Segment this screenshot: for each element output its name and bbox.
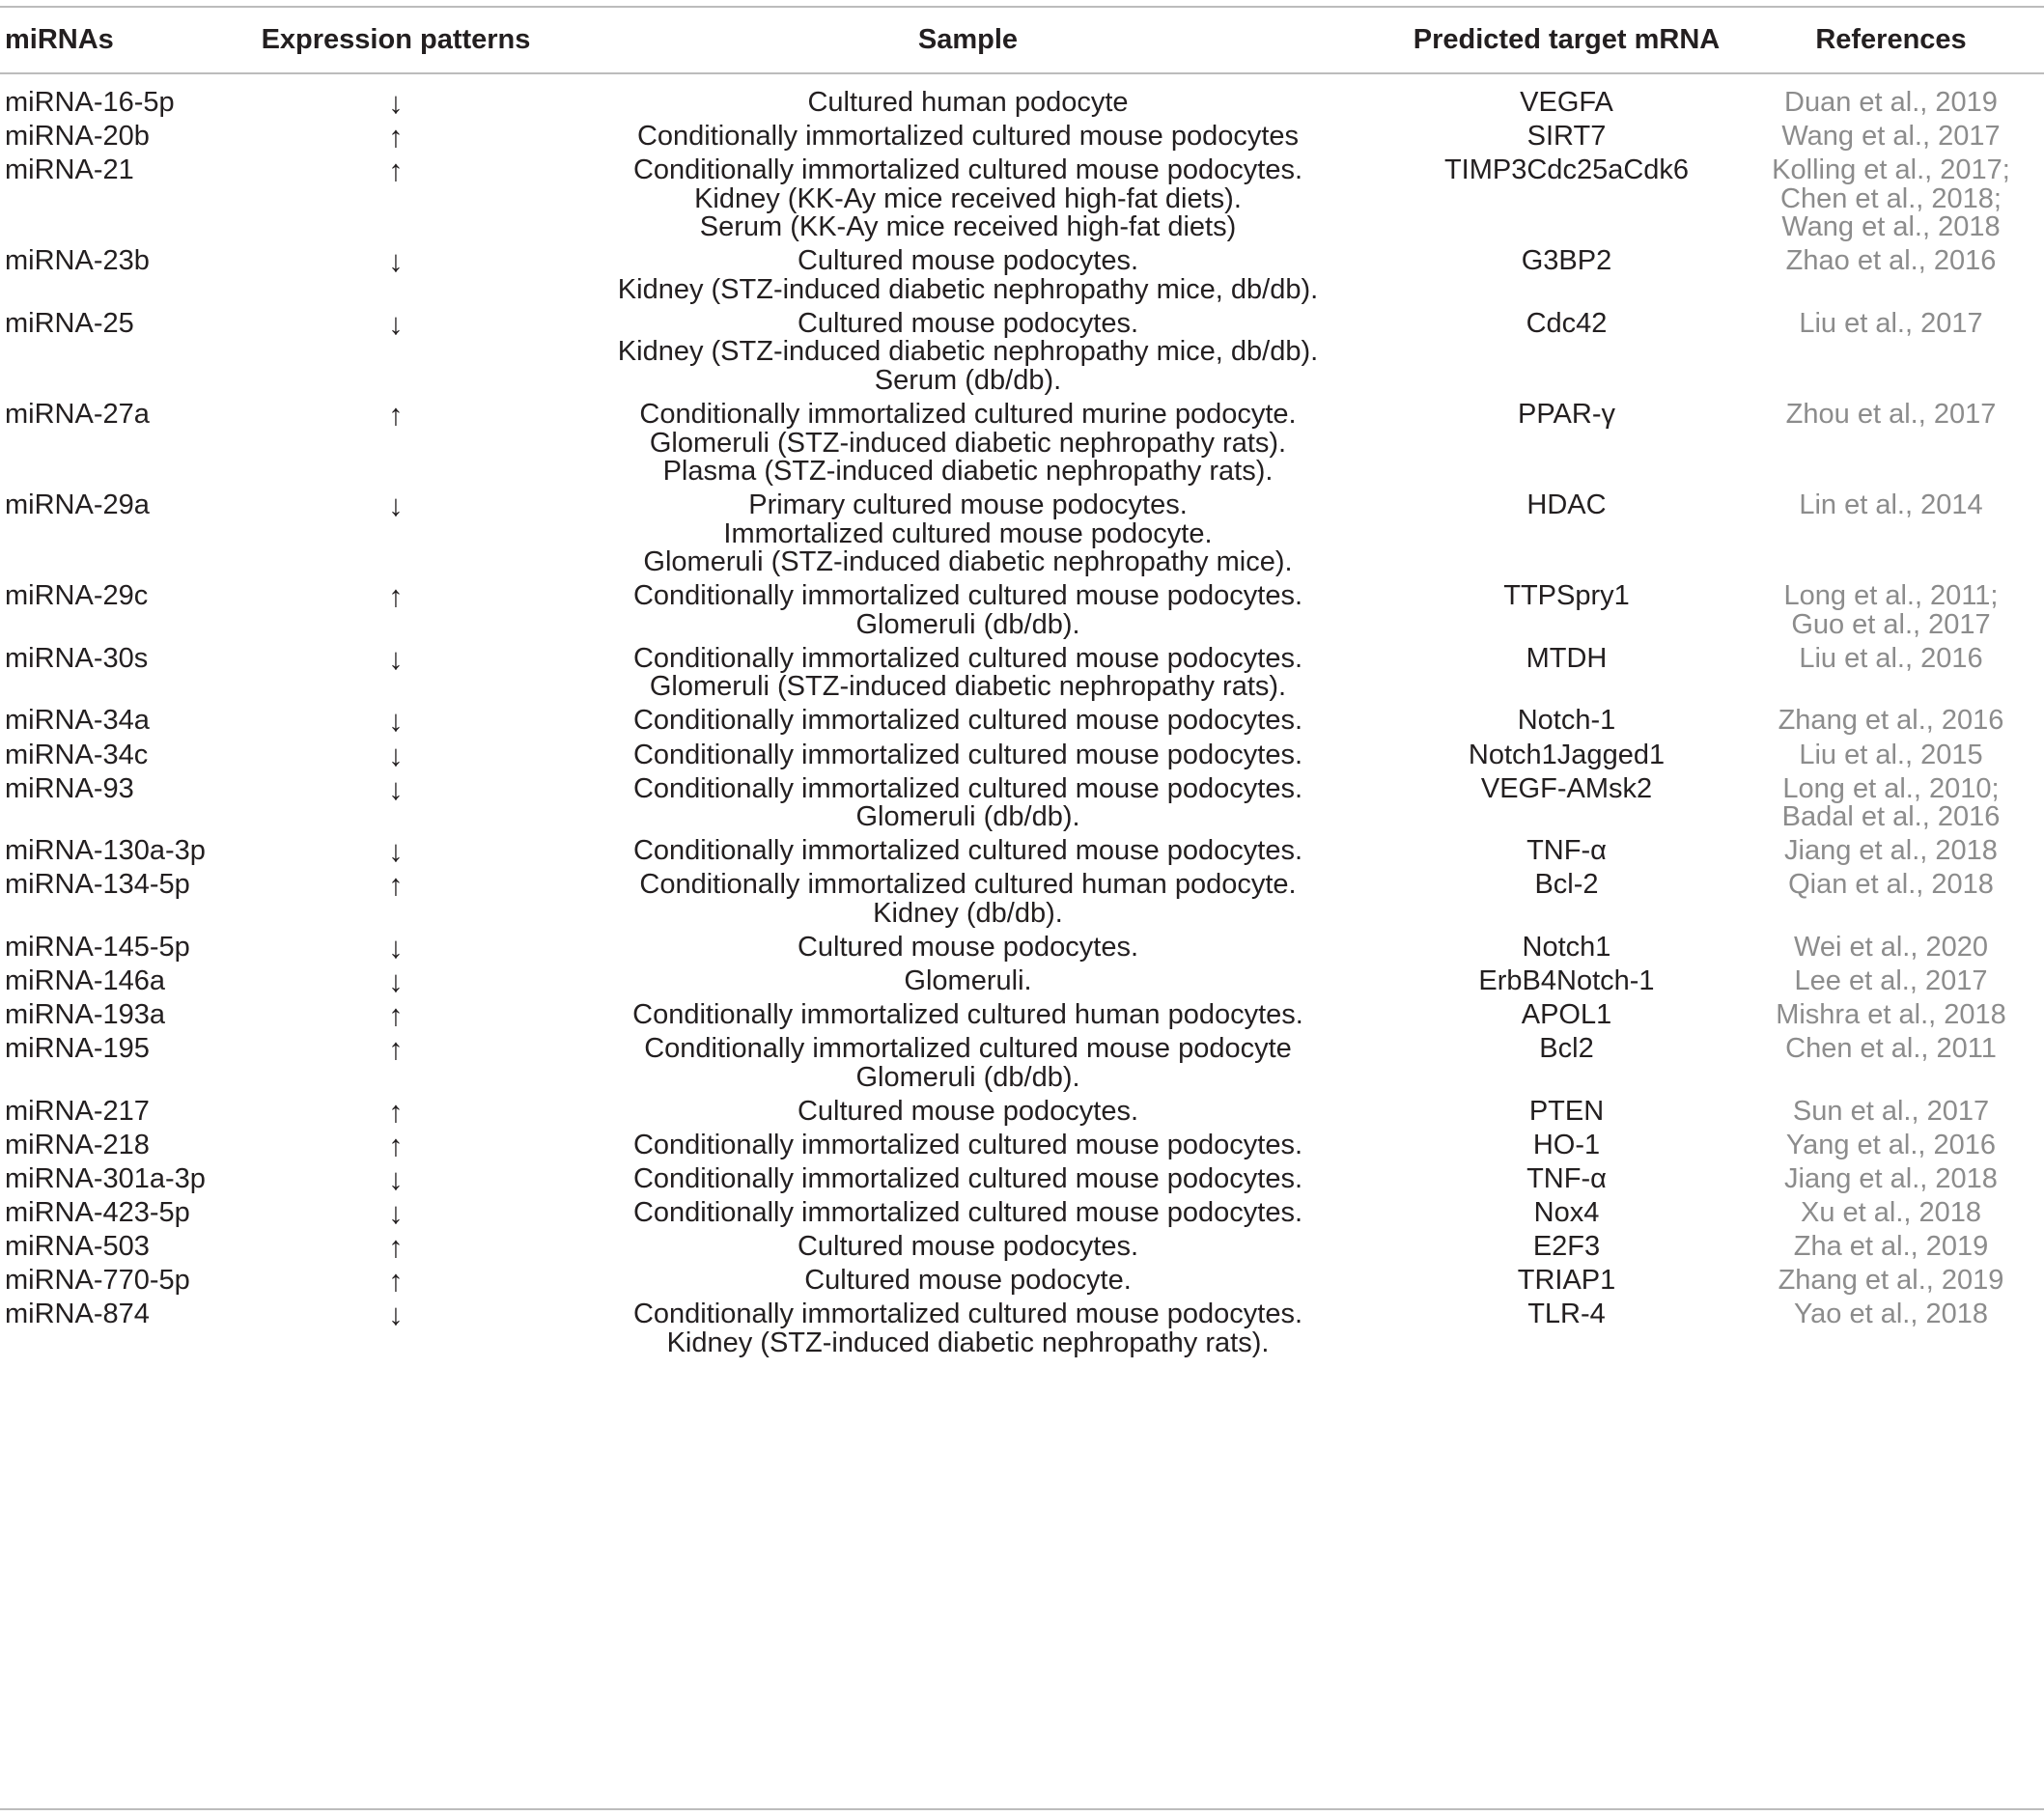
mirna-name: miRNA-874: [5, 1299, 150, 1330]
references-cell: [1738, 837, 2044, 866]
mirna-name: miRNA-20b: [5, 121, 150, 153]
mirna-name: miRNA-34c: [5, 739, 149, 770]
down-arrow-icon: ↓: [388, 771, 404, 806]
target-mrna: TTPSpry1: [1503, 580, 1630, 612]
reference-link[interactable]: Duan et al., 2019: [1784, 87, 1998, 118]
references-cell: [1738, 123, 2044, 152]
sample-cell: [541, 837, 1395, 866]
sample-cell: [541, 772, 1395, 833]
mirna-name: miRNA-218: [5, 1129, 150, 1160]
reference-link[interactable]: Lin et al., 2014: [1799, 489, 1983, 521]
down-arrow-icon: ↓: [388, 1298, 404, 1332]
reference-link[interactable]: Wang et al., 2018: [1781, 211, 2001, 243]
references-cell: [1738, 1165, 2044, 1194]
sample-line: Conditionally immortalized cultured mouse podocyte: [644, 1033, 1292, 1065]
table-row: [0, 491, 2044, 577]
reference-link[interactable]: Chen et al., 2018;: [1780, 182, 2002, 214]
mirna-name: miRNA-25: [5, 307, 134, 339]
up-arrow-icon: ↑: [388, 998, 404, 1033]
mirna-name: miRNA-29a: [5, 489, 150, 521]
up-arrow-icon: ↑: [388, 1032, 404, 1067]
sample-line: Kidney (STZ-induced diabetic nephropathy rats).: [666, 1327, 1270, 1358]
target-mrna: Notch1Jagged1: [1468, 739, 1666, 770]
mirna-name: miRNA-30s: [5, 642, 149, 674]
references-cell: [1738, 741, 2044, 770]
sample-line: Conditionally immortalized cultured mouse podocytes.: [632, 739, 1303, 770]
reference-link[interactable]: Long et al., 2011;: [1783, 580, 1999, 612]
table-row: [0, 868, 2044, 929]
sample-cell: [541, 1035, 1395, 1092]
sample-line: Conditionally immortalized cultured mouse podocytes.: [632, 772, 1303, 804]
header-references: References: [1815, 24, 1967, 55]
target-mrna: SIRT7: [1526, 121, 1607, 153]
mirna-name: miRNA-503: [5, 1231, 150, 1263]
down-arrow-icon: ↓: [388, 244, 404, 279]
sample-line: Glomeruli (STZ-induced diabetic nephropathy rats).: [649, 427, 1287, 459]
references-cell: [1738, 307, 2044, 339]
sample-cell: [541, 89, 1395, 118]
sample-cell: [541, 1095, 1395, 1127]
table-row: [0, 1264, 2044, 1299]
header-mirnas: miRNAs: [5, 24, 114, 55]
mirna-name: miRNA-770-5p: [5, 1265, 190, 1297]
sample-line: Conditionally immortalized cultured mouse podocytes.: [632, 1163, 1303, 1194]
reference-link[interactable]: Wei et al., 2020: [1794, 931, 1988, 963]
reference-link[interactable]: Jiang et al., 2018: [1784, 1163, 1998, 1194]
reference-link[interactable]: Zhang et al., 2019: [1778, 1265, 2004, 1297]
table-row: [0, 398, 2044, 487]
mirna-name: miRNA-195: [5, 1033, 150, 1065]
up-arrow-icon: ↑: [388, 1094, 404, 1129]
down-arrow-icon: ↓: [388, 1162, 404, 1196]
target-mrna: MTDH: [1526, 642, 1608, 674]
sample-line: Primary cultured mouse podocytes.: [748, 489, 1188, 521]
table-row: [0, 1128, 2044, 1162]
down-arrow-icon: ↓: [388, 306, 404, 341]
reference-link[interactable]: Yang et al., 2016: [1785, 1129, 1997, 1160]
sample-line: Cultured mouse podocytes.: [797, 307, 1139, 339]
references-cell: [1738, 582, 2044, 639]
reference-link[interactable]: Liu et al., 2015: [1799, 739, 1983, 770]
reference-link[interactable]: Wang et al., 2017: [1781, 121, 2001, 153]
references-cell: [1738, 491, 2044, 520]
sample-line: Glomeruli (db/db).: [855, 801, 1080, 833]
sample-line: Cultured mouse podocytes.: [797, 1095, 1139, 1127]
table-row: [0, 120, 2044, 154]
sample-line: Kidney (db/db).: [873, 897, 1063, 929]
sample-cell: [541, 401, 1395, 487]
target-mrna: Notch-1: [1517, 705, 1616, 737]
table-row: [0, 1094, 2044, 1129]
target-mrna: VEGFA: [1520, 87, 1613, 118]
reference-link[interactable]: Long et al., 2010;: [1782, 772, 2000, 804]
target-mrna: TIMP3Cdc25aCdk6: [1443, 154, 1690, 186]
references-cell: [1738, 1300, 2044, 1329]
target-mrna: E2F3: [1532, 1231, 1601, 1263]
reference-link[interactable]: Chen et al., 2011: [1785, 1033, 1997, 1065]
mirna-name: miRNA-29c: [5, 580, 149, 612]
table-top-rule: [0, 6, 2044, 8]
target-mrna: PPAR-γ: [1518, 399, 1615, 430]
mirna-name: miRNA-21: [5, 154, 134, 186]
table-row: [0, 834, 2044, 869]
mirna-name: miRNA-193a: [5, 999, 165, 1031]
references-cell: [1738, 1267, 2044, 1296]
references-cell: [1738, 89, 2044, 118]
sample-cell: [541, 931, 1395, 963]
mirna-name: miRNA-134-5p: [5, 869, 190, 901]
reference-link[interactable]: Sun et al., 2017: [1792, 1095, 1990, 1127]
up-arrow-icon: ↑: [388, 1128, 404, 1162]
sample-line: Conditionally immortalized cultured mouse podocytes.: [632, 1197, 1303, 1229]
mirna-name: miRNA-16-5p: [5, 87, 175, 118]
table-row: [0, 930, 2044, 964]
down-arrow-icon: ↓: [388, 964, 404, 998]
references-cell: [1738, 642, 2044, 674]
reference-link[interactable]: Zhou et al., 2017: [1785, 399, 1997, 430]
sample-cell: [541, 967, 1395, 996]
sample-line: Plasma (STZ-induced diabetic nephropathy rats).: [662, 456, 1274, 487]
target-mrna: Cdc42: [1526, 307, 1608, 339]
mirna-name: miRNA-34a: [5, 705, 150, 737]
sample-cell: [541, 491, 1395, 577]
up-arrow-icon: ↑: [388, 120, 404, 154]
sample-line: Cultured mouse podocyte.: [804, 1265, 1132, 1297]
sample-line: Conditionally immortalized cultured human podocyte.: [639, 869, 1297, 901]
sample-line: Conditionally immortalized cultured mouse podocytes.: [632, 580, 1303, 612]
reference-link[interactable]: Qian et al., 2018: [1788, 869, 1994, 901]
reference-link[interactable]: Jiang et al., 2018: [1784, 835, 1998, 867]
reference-link[interactable]: Liu et al., 2017: [1799, 307, 1983, 339]
references-cell: [1738, 401, 2044, 430]
table-row: [0, 1300, 2044, 1357]
references-cell: [1738, 1001, 2044, 1030]
table-row: [0, 1032, 2044, 1093]
down-arrow-icon: ↓: [388, 86, 404, 120]
references-cell: [1738, 1035, 2044, 1064]
down-arrow-icon: ↓: [388, 738, 404, 772]
target-mrna: ErbB4Notch-1: [1478, 965, 1655, 996]
up-arrow-icon: ↑: [388, 1264, 404, 1299]
header-sample: Sample: [917, 24, 1019, 55]
sample-line: Cultured mouse podocytes.: [797, 931, 1139, 963]
header-predicted-target-mrna: Predicted target mRNA: [1413, 24, 1721, 55]
sample-line: Kidney (KK-Ay mice received high-fat diets).: [694, 182, 1242, 214]
references-cell: [1738, 707, 2044, 736]
sample-line: Glomeruli.: [904, 965, 1032, 996]
target-mrna: Bcl2: [1539, 1033, 1594, 1065]
reference-link[interactable]: Zha et al., 2019: [1793, 1231, 1989, 1263]
sample-line: Conditionally immortalized cultured mouse podocytes.: [632, 642, 1303, 674]
up-arrow-icon: ↑: [388, 398, 404, 432]
references-cell: [1738, 1095, 2044, 1127]
sample-line: Serum (db/db).: [874, 364, 1062, 396]
sample-cell: [541, 1233, 1395, 1262]
down-arrow-icon: ↓: [388, 834, 404, 869]
down-arrow-icon: ↓: [388, 704, 404, 739]
sample-line: Glomeruli (db/db).: [855, 608, 1080, 640]
sample-line: Cultured mouse podocytes.: [797, 1231, 1139, 1263]
reference-link[interactable]: Lee et al., 2017: [1794, 965, 1988, 996]
sample-line: Conditionally immortalized cultured mouse podocytes.: [632, 1299, 1303, 1330]
sample-cell: [541, 1165, 1395, 1194]
reference-link[interactable]: Xu et al., 2018: [1800, 1197, 1982, 1229]
sample-line: Conditionally immortalized cultured human podocytes.: [632, 999, 1303, 1031]
table-row: [0, 998, 2044, 1033]
sample-line: Kidney (STZ-induced diabetic nephropathy mice, db/db).: [617, 273, 1319, 305]
target-mrna: TNF-α: [1526, 835, 1607, 867]
mirna-name: miRNA-146a: [5, 965, 165, 996]
target-mrna: VEGF-AMsk2: [1480, 772, 1653, 804]
references-cell: [1738, 1129, 2044, 1160]
target-mrna: HO-1: [1532, 1129, 1601, 1160]
sample-line: Glomeruli (db/db).: [855, 1061, 1080, 1093]
mirna-name: miRNA-93: [5, 772, 134, 804]
sample-cell: [541, 1300, 1395, 1357]
reference-link[interactable]: Zhang et al., 2016: [1778, 705, 2004, 737]
table-row: [0, 704, 2044, 739]
sample-cell: [541, 1129, 1395, 1160]
table-row: [0, 156, 2044, 242]
mirna-name: miRNA-145-5p: [5, 931, 190, 963]
sample-cell: [541, 1001, 1395, 1030]
mirna-name: miRNA-23b: [5, 245, 150, 277]
target-mrna: TRIAP1: [1517, 1265, 1616, 1297]
sample-line: Conditionally immortalized cultured mouse podocytes.: [632, 705, 1303, 737]
reference-link[interactable]: Mishra et al., 2018: [1776, 999, 2006, 1031]
sample-cell: [541, 707, 1395, 736]
target-mrna: G3BP2: [1521, 245, 1612, 277]
reference-link[interactable]: Zhao et al., 2016: [1785, 245, 1997, 277]
sample-line: Conditionally immortalized cultured mouse podocytes.: [632, 835, 1303, 867]
reference-link[interactable]: Guo et al., 2017: [1791, 608, 1991, 640]
sample-line: Serum (KK-Ay mice received high-fat diets): [699, 211, 1237, 243]
reference-link[interactable]: Liu et al., 2016: [1799, 642, 1983, 674]
down-arrow-icon: ↓: [388, 1196, 404, 1231]
table-row: [0, 306, 2044, 396]
table-row: [0, 738, 2044, 772]
table-row: [0, 1196, 2044, 1231]
mirna-name: miRNA-130a-3p: [5, 835, 206, 867]
sample-cell: [541, 307, 1395, 396]
references-cell: [1738, 772, 2044, 833]
target-mrna: PTEN: [1528, 1095, 1605, 1127]
target-mrna: HDAC: [1526, 489, 1607, 521]
target-mrna: Nox4: [1533, 1197, 1600, 1229]
sample-cell: [541, 582, 1395, 639]
reference-link[interactable]: Kolling et al., 2017;: [1772, 154, 2010, 186]
target-mrna: TLR-4: [1527, 1299, 1606, 1330]
table-row: [0, 244, 2044, 305]
up-arrow-icon: ↑: [388, 579, 404, 614]
mirna-name: miRNA-301a-3p: [5, 1163, 206, 1194]
table-row: [0, 964, 2044, 998]
target-mrna: APOL1: [1521, 999, 1612, 1031]
table-row: [0, 86, 2044, 120]
references-cell: [1738, 931, 2044, 963]
sample-cell: [541, 156, 1395, 242]
mirna-name: miRNA-217: [5, 1095, 150, 1127]
reference-link[interactable]: Yao et al., 2018: [1793, 1299, 1988, 1330]
sample-cell: [541, 247, 1395, 304]
references-cell: [1738, 967, 2044, 996]
table-row: [0, 579, 2044, 640]
sample-cell: [541, 642, 1395, 703]
target-mrna: TNF-α: [1526, 1163, 1607, 1194]
target-mrna: Notch1: [1522, 931, 1611, 963]
sample-cell: [541, 741, 1395, 770]
table-row: [0, 1230, 2044, 1265]
sample-line: Glomeruli (STZ-induced diabetic nephropathy rats).: [649, 671, 1287, 703]
sample-cell: [541, 871, 1395, 928]
target-mrna: Bcl-2: [1534, 869, 1599, 901]
sample-cell: [541, 1267, 1395, 1296]
sample-line: Cultured human podocyte: [807, 87, 1129, 118]
up-arrow-icon: ↑: [388, 868, 404, 903]
sample-line: Conditionally immortalized cultured mouse podocytes.: [632, 154, 1303, 186]
sample-line: Conditionally immortalized cultured murine podocyte.: [639, 399, 1297, 430]
sample-line: Cultured mouse podocytes.: [797, 245, 1139, 277]
mirna-name: miRNA-423-5p: [5, 1197, 190, 1229]
down-arrow-icon: ↓: [388, 489, 404, 523]
sample-cell: [541, 123, 1395, 152]
up-arrow-icon: ↑: [388, 154, 404, 188]
down-arrow-icon: ↓: [388, 930, 404, 964]
down-arrow-icon: ↓: [388, 641, 404, 676]
sample-line: Immortalized cultured mouse podocyte.: [723, 517, 1213, 549]
table-row: [0, 641, 2044, 703]
sample-cell: [541, 1199, 1395, 1228]
header-expression-patterns: Expression patterns: [261, 24, 531, 55]
header-rule: [0, 72, 2044, 74]
up-arrow-icon: ↑: [388, 1230, 404, 1265]
references-cell: [1738, 1233, 2044, 1262]
sample-line: Glomeruli (STZ-induced diabetic nephropathy mice).: [643, 546, 1293, 578]
references-cell: [1738, 871, 2044, 900]
reference-link[interactable]: Badal et al., 2016: [1781, 801, 2001, 833]
references-cell: [1738, 1199, 2044, 1228]
table-bottom-rule: [0, 1808, 2044, 1810]
references-cell: [1738, 247, 2044, 276]
table-row: [0, 1162, 2044, 1196]
references-cell: [1738, 156, 2044, 242]
sample-line: Kidney (STZ-induced diabetic nephropathy mice, db/db).: [617, 336, 1319, 368]
sample-line: Conditionally immortalized cultured mouse podocytes.: [632, 1129, 1303, 1160]
table-row: [0, 771, 2044, 833]
sample-line: Conditionally immortalized cultured mouse podocytes: [636, 121, 1300, 153]
mirna-name: miRNA-27a: [5, 399, 150, 430]
